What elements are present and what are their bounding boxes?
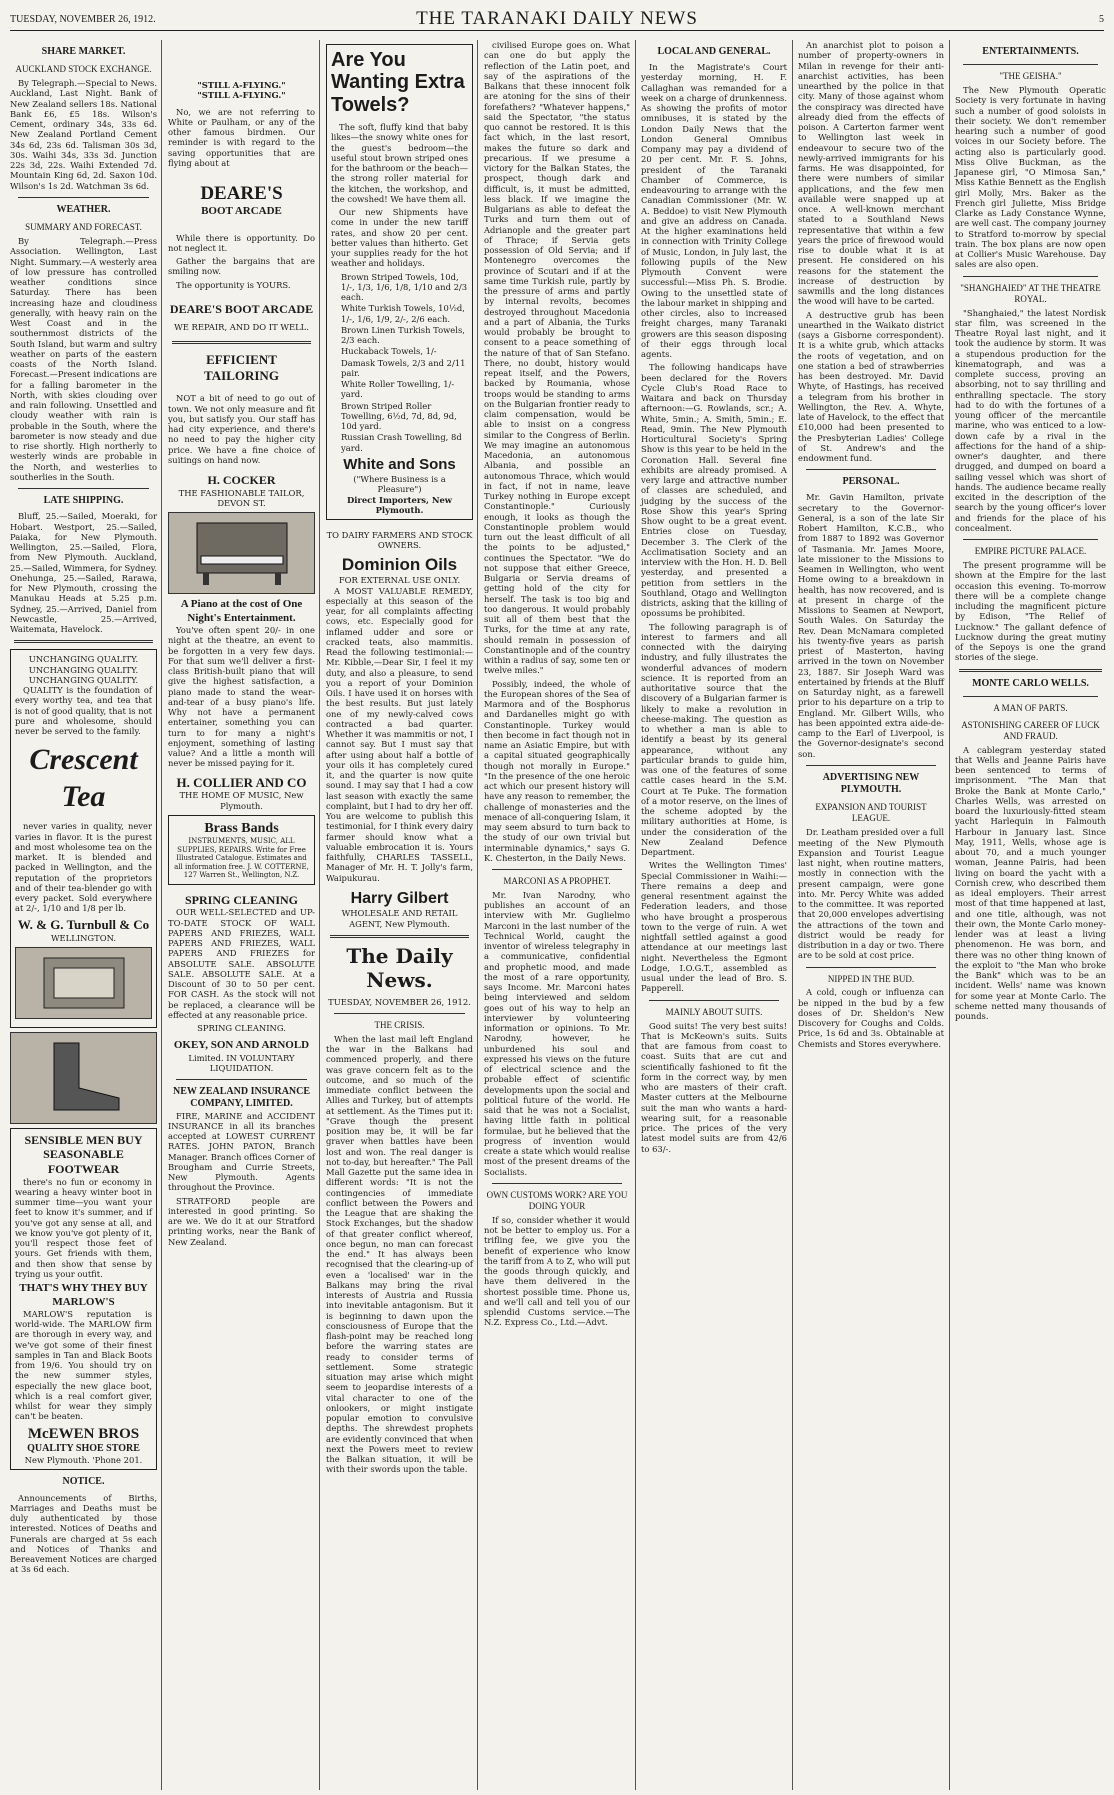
news-text-2: A destructive grub has been unearthed in the Waikato district (says a Gisborne correspondent). It is a white grub, which attacks the roots of vegetation, and on one station a bed of strawberries has been destroyed. Mr. David Whyte, of Hastings, has received a telegram from his brother in Wellington, the Rev. A. Whyte, late of Havelock, to the effect that £10,000 had been presented to the Presbyterian Ladies' College of St. Andrew's and the endowment fund. xyxy=(798,309,944,463)
tea-city: WELLINGTON. xyxy=(50,932,117,943)
unchanging-line: UNCHANGING QUALITY. xyxy=(28,654,139,665)
harry-gilbert-sub: WHOLESALE AND RETAIL AGENT, New Plymouth. xyxy=(341,908,458,929)
customs-text: If so, consider whether it would not be better to employ us. For a trifling fee, we give you the benefit of experience who know the tariff from A to Z, who will put the goods through quickly, and have them delivered in the shortest possible time. Phone us, and we'll call and tell you of our splendid Customs service.—The N.Z. Express Co., Ltd.—Advt. xyxy=(484,1214,630,1328)
divider xyxy=(806,469,936,470)
entertainments-heading: ENTERTAINMENTS. xyxy=(982,46,1079,57)
column-4 xyxy=(480,40,634,1790)
piano-text: You've often spent 20/- in one night at the theatre, an event to be forgotten in a very few days. For that sum we'll deliver a first-class British-built piano that will give the highest satisfaction, a piano made to stand the wear-and-tear of a busy piano's life. Why not have a permanent entertainer, something you can turn to for many a night's enjoyment, something of lasting value? And a little a month will never be missed paying for it. xyxy=(168,625,315,769)
price-item: Brown Linen Turkish Towels, 2/3 each. xyxy=(341,324,465,346)
divider xyxy=(806,765,936,766)
issue-date: TUESDAY, NOVEMBER 26, 1912. xyxy=(10,14,156,25)
price-item: Huckaback Towels, 1/- xyxy=(341,346,437,357)
dominion-sub: FOR EXTERNAL USE ONLY. xyxy=(338,575,461,586)
towels-text: The soft, fluffy kind that baby likes—the snowy white ones for the guest's bedroom—the useful stout brown striped ones for the bathroom or the beach—the strong roller material for the kitchen, the workshop, and the cowshed! We have them all. xyxy=(331,122,468,204)
dominion-oils-heading: Dominion Oils xyxy=(341,554,458,574)
empire-text: The present programme will be shown at the Empire for the last occasion this evening. To-morrow there will be a complete change including the magnificent picture by Edison, "The Relief of Lucknow." The gallant defence of Lucknow during the great mutiny of the Sepoys is one the grand stories of the siege. xyxy=(955,560,1106,663)
crisis-text: When the last mail left England the war in the Balkans had commenced properly, and there was grave concern felt as to the outcome, and so much of the immediate conflict between the Allies and Turkey, but of attempts at settlement. As the Times put it: "Grave though the present position may be, it will be far graver when battles have been lost and won. The real danger is not to-day, but hereafter." The Pall Mall Gazette put the same idea in different words: "It is not the contingencies of immediate conflict between the Powers and the League that are shaking the Stock Exchanges, but the shadow of that greater conflict whereof, once begun, no man can forecast the end." It has always been recognised that the clearing-up of even a 'localised' war in the Balkans may bring the rival interests of Austria and Russia into inevitable antagonism. But it is beginning to dawn upon the consciousness of Europe that the flash-point may be reached long before the warring states are ready to consider terms of settlement. Some strategic situation may arise which might seem to jeopardise interests of a vital character to one of the onlookers, or might instigate popular emotion to convulsive depths. The shrewdest prophets are evidently convinced that when next the Powers meet to review the Balkan situation, it will be with their swords upon the table. xyxy=(326,1033,473,1475)
price-item: White Turkish Towels, 10½d, 1/-, 1/6, 1/9, 2/-, 2/6 each. xyxy=(341,303,465,324)
towels-heading: Are You Wanting Extra Towels? xyxy=(331,49,465,116)
towels-ad xyxy=(326,44,473,520)
marconi-heading: MARCONI AS A PROPHET. xyxy=(503,876,611,886)
spring-heading: SPRING CLEANING xyxy=(184,892,298,907)
deares-title: DEARE'S xyxy=(200,183,283,204)
nz-insurance-text: FIRE, MARINE and ACCIDENT INSURANCE in all its branches accepted at LOWEST CURRENT RATES. JOHN PATON, Branch Manager. Branch offices Corner of Brougham and Currie Streets, New Plymouth. Agents throughout the Province. xyxy=(168,1110,315,1193)
marconi-text: Mr. Ivan Narodny, who publishes an account of an interview with Mr. Guglielmo Marconi in the last number of the Technical World, caught the inventor of wireless telegraphy in a communicative, confidential and prophetic mood, and made the most of a rare opportunity, says Income. Mr. Marconi hates being interviewed and seldom goes out of his way to help an interviewer by volunteering information or opinions. To Mr. Narodny, however, he unburdened his soul and expressed his views on the future of electrical science and the probable effect of scientific developments upon the social and political future of the world. He said that he was not a Socialist, having little faith in political formulae, but he believed that the progress of invention would create a state which would realise most of the present dreams of the Socialists. xyxy=(484,889,630,1177)
towels-price-list xyxy=(331,272,468,453)
editorial-text-1: civilised Europe goes on. What can one do but apply the reflection of the Latin poet, and say of the aspirations of the Balkans that these innocent folk are atoning for the sins of their forefathers? "Whatever happens," said the Spectator, "the status quo cannot be restored. It is this fact which, in the last resort, makes the future so dark and precarious. If we presume a victory for the Balkan States, the prospect, though dark and difficult, is, it must be admitted, less black. If we imagine the Bulgarians as able to defeat the Turks and turn them out of Adrianople and the greater part of Thrace; if Servia gets possession of Old Servia; and if Montenegro overcomes the province of Scutari and if at the same time Turkish rule, partly by the pressure of arms and partly by internal revolts, becomes destroyed throughout Macedonia and a part of Albania, the Turks would probably be brought to consent to a peace something of the nature of that of San Stefano. There, no doubt, history would repeat itself, and the Powers, backed by Roumania, whose troops would be standing to arms on the Bulgarian frontier ready to claim compensation, would be able to insist on a congress similar to the Congress of Berlin. We may imagine an autonomous Macedonia, an autonomous Albania, and possible an autonomous Thrace, which would in fact, if not in name, leave Turkey nothing in Europe except Constantinople." Curiously enough, it looks as though the Constantinople problem would turn out the least difficult of all the points to be adjusted," continues the Spectator. "We do not suppose that either Greece, Bulgaria or Servia dreams of getting hold of the city for herself. The task is too big and too dangerous. It would probably suit all of them best that the Turks, for the time at any rate, should remain in possession of Constantinople and of the country within a radius of say, some ten or twelve miles." xyxy=(484,40,630,676)
column-rule xyxy=(161,40,162,1790)
column-3 xyxy=(322,40,477,1790)
daily-news-date: TUESDAY, NOVEMBER 26, 1912. xyxy=(328,996,471,1007)
crescent-tea-logo: Crescent Tea xyxy=(29,743,138,813)
geisha-text: The New Plymouth Operatic Society is very fortunate in having such a number of good soloists in their society. We don't remember hearing such a number of good voices in our Society before. The acting also is particularly good. Miss Olive Buckman, as the Japanese girl, "O Mimosa San," Miss Kathie Bennett as the English girl Molly, Mrs. Baker as the French girl Juliette, Miss Bridge Clarke as Lady Constance Wynne, are well cast. The company journey to Stratford to-morrow by special train. The box plans are now open at Collier's Music Warehouse. Day sales are also open. xyxy=(955,85,1106,270)
column-7 xyxy=(951,40,1110,1790)
share-market-text: By Telegraph.—Special to News. Auckland, Last Night. Bank of New Zealand sellers 18s. National Bank £6, £5 18s. Wilson's Cement, ordinary 34s, 33s 6d. New Zealand Portland Cement 34s 6d, 23s 6d. Talisman 30s 3d, 30s. Waihi 34s, 33s 3d. Junction 22s 3d, 22s. Waihi Extended 7d. Mountain King 6d, 2d. Saxon 10d. Wilson's 1s 2d. Watchman 3s 6d. xyxy=(10,78,157,191)
footwear-heading: SENSIBLE MEN BUY SEASONABLE FOOTWEAR xyxy=(24,1132,143,1177)
still-flying-1: "STILL A-FLYING." xyxy=(197,80,286,90)
cocker-name: H. COCKER xyxy=(207,473,276,488)
divider xyxy=(334,1013,465,1014)
divider xyxy=(330,935,469,938)
masthead xyxy=(10,4,1104,31)
price-item: Russian Crash Towelling, 8d yard. xyxy=(341,432,462,453)
brass-bands-ad xyxy=(168,815,315,885)
column-5 xyxy=(637,40,791,1790)
crescent-tea-ad xyxy=(10,649,157,1028)
price-item: Brown Striped Roller Towelling, 6½d, 7d, 8d, 9d, 10d yard. xyxy=(341,400,457,432)
empire-heading: EMPIRE PICTURE PALACE. xyxy=(974,546,1087,557)
advertising-heading: ADVERTISING NEW PLYMOUTH. xyxy=(822,771,920,796)
advertising-text: Dr. Leatham presided over a full meeting of the New Plymouth Expansion and Tourist League last night, when routine matters, mostly in connection with the present campaign, were gone into. Mr. Percy White was added to the committee. It was reported that 20,000 envelopes advertising the attractions of the town and district would be ready for distribution in a day or two. There are to be sold at cost price. xyxy=(798,827,944,961)
local-text-3: The following paragraph is of interest to farmers and all connected with the dairying industry, and fully illustrates the wonderful advances of modern science. It is reported from an authoritative source that the discovery of a Bulgarian farmer is likely to make a revolution in cheese-making. The question as to whether a man is able to identify a beast by its general appearance, without any particular brands to guide him, was one of the features of some cattle cases heard in the S.M. Court at Te Puke. The formation of a motor reserve, on the lines of the scheme adopted by the military authorities at Home, is under the consideration of the New Zealand Defence Department. xyxy=(641,621,787,858)
tailoring-text: NOT a bit of need to go out of town. We not only measure and fit you, but satisfy you. Our staff has had city experience, and there's no need to pay the higher city price. We have a fine choice of suitings on hand now. xyxy=(168,393,315,465)
mcewen-name: McEWEN BROS xyxy=(27,1425,140,1442)
deares-text-3: The opportunity is YOURS. xyxy=(176,279,291,290)
marlow-heading: THAT'S WHY THEY BUY MARLOW'S xyxy=(19,1282,148,1308)
local-general-heading: LOCAL AND GENERAL. xyxy=(657,46,771,57)
local-text-2: The following handicaps have been declared for the Rovers Cycle Club's Road Race to Waitara and back on Thursday afternoon:—G. Rowlands, scr.; A. White, 5min.; A. Smith, 5min.; E. Read, 9min. The New Plymouth Horticultural Society's Spring Show is this year to be held in the Coronation Hall. Several fine exhibits are already promised. A very large and attractive number of classes are scheduled, and judging by the success of the Rose Show this year's Spring Show ought to be a great event. Entries close on Tuesday, December 3. The Clerk of the Acclimatisation Society and an interview with the Hon. H. D. Bell yesterday, and presented a petition from settlers in the Southland, Otago and Wellington districts, asking that the killing of opossums be prohibited. xyxy=(641,362,787,619)
customs-heading: OWN CUSTOMS WORK? ARE YOU DOING YOUR xyxy=(486,1189,628,1211)
divider xyxy=(14,640,153,643)
okey-sub: Limited. IN VOLUNTARY LIQUIDATION. xyxy=(188,1052,295,1073)
mcewen-address: New Plymouth. 'Phone 201. xyxy=(24,1455,143,1466)
advertising-subheading: EXPANSION AND TOURIST LEAGUE. xyxy=(815,802,927,824)
dominion-text: A MOST VALUABLE REMEDY, especially at this season of the year, for all complaints affecting cows, etc. Especially good for inflamed udder and sore or cracked teats, also mammitis. Read the following testimonial:—Mr. Kibble,—Dear Sir, I feel it my duty, and also a pleasure, to send you a report of your Dominion Oils. I have used it on horses with the best results. But just lately one of my newly-calved cows contracted a bad quarter. Whether it was mammitis or not, I cannot say. But I must say that after using about half a bottle of your oils it has completely cured it, and the quarter is now quite sound. I may say that I had a cow last season with exactly the same complaint, but I had to dry her off. You are welcome to publish this testimonial, for I think every dairy farmer should know what a valuable embrocation it is. Yours faithfully, CHARLES TASSELL, Manager of Mr. H. T. Jolly's farm, Waipukurau. xyxy=(326,585,473,883)
column-rule xyxy=(319,40,320,1790)
divider xyxy=(963,539,1098,540)
spring-text: OUR WELL-SELECTED and UP-TO-DATE STOCK OF WALL PAPERS AND FRIEZES, WALL PAPERS AND FRIEZES, WALL PAPERS AND FRIEZES for ABSOLUTE SALE. ABSOLUTE SALE. ABSOLUTE SALE. At a Discount of 30 to 50 per cent. FOR CASH. As the stock will not be replaced, a clearance will be effected at any reasonable price. xyxy=(168,907,315,1020)
tea-packet-illustration xyxy=(15,947,152,1019)
monte-carlo-text: A cablegram yesterday stated that Wells and Jeanne Pairis have been sentenced to terms of imprisonment. "The Man that Broke the Bank at Monte Carlo," Charles Wells, was arrested on board the luxuriously-fitted steam yacht Harlequin in Falmouth Harbour in January last. Since May, 1911, Wells, whose age is about 70, and a much younger woman, Jeanne Pairis, had been living on board the yacht with a Cornish crew, who described them as ideal employers. Their arrest most of that time happened at last, and one title, although, was not their own, the Monte Carlo money-lender was at least a living phenomenon. He was born, and there was no other thing known of the exploit to "the Man who broke the Bank" which was to be an incident. Wells' name was known for some year at Monte Carlo. The scheme netted many thousands of pounds. xyxy=(955,744,1106,1022)
weather-text: By Telegraph.—Press Association. Wellington, Last Night. Summary.—A westerly area of low pressure has controlled weather conditions since Saturday. There has been increasing haze and cloudiness generally, with heavy rain on the West Coast and in the southernmost districts of the South Island, but warm and sultry weather on parts of the eastern coasts of the North Island. Forecast.—Present indications are for a falling barometer in the North, with skies clouding over and rain following. Unsettled and cloudy weather with rain is probable in the South, where the barometer is now steady and due to rise shortly. High northerly to westerly winds are probable in the North, and westerlies to southerlies in the South. xyxy=(10,236,157,482)
divider xyxy=(18,197,149,198)
divider xyxy=(963,276,1098,277)
tea-company: W. & G. Turnbull & Co xyxy=(17,916,150,932)
shipping-heading: LATE SHIPPING. xyxy=(43,495,124,507)
divider xyxy=(806,967,936,968)
okey-name: OKEY, SON AND ARNOLD xyxy=(173,1039,310,1052)
footwear-ad xyxy=(10,1128,157,1471)
column-2 xyxy=(164,40,319,1790)
local-text-4: Writes the Wellington Times' Special Commissioner in Waihi:—There remains a deep and general resentment against the Federation leaders, and those who have brought a prosperous town to the verge of ruin. A wet nightfall settled against a good attendance at our meetings last night. Nevertheless the Egmont Lodge, I.O.G.T., assembled as usual under the lead of Bro. S. Papperell. xyxy=(641,860,787,994)
local-text-1: In the Magistrate's Court yesterday morning, H. F. Callaghan was remanded for a week on a charge of drunkenness. As showing the profits of motor omnibuses, it is stated by the London Daily News that the London General Omnibus Company may pay a dividend of 20 per cent. Mr. F. S. Johns, president of the Taranaki Chamber of Commerce, is endeavouring to arrange with the Canadian Commissioner (Mr. W. A. Beddoe) to visit New Plymouth and give an address on Canada. At the higher examinations held in connection with Trinity College of Music, London, in July last, the following pupils of the New Plymouth Convent were successful:—Miss Ph. S. Brodie. Owing to the unsettled state of the labour market in shipping and other circles, also to increased freight charges, many Taranaki growers are this season disposing of their eggs through local agents. xyxy=(641,62,787,360)
deares-text-1: While there is opportunity. Do not neglect it. xyxy=(168,232,315,253)
tea-body: never varies in quality, never varies in flavor. It is the purest and most wholesome tea on the market. It is blended and packed in Wellington, and the reputation of the proprietors and of their tea-blender go with every packet. Sold everywhere at 2/-, 1/10 and 1/8 per lb. xyxy=(15,821,152,914)
daily-news-banner: The Daily News. xyxy=(346,943,453,993)
deares-title-2: DEARE'S BOOT ARCADE xyxy=(169,301,314,316)
divider xyxy=(963,696,1098,697)
divider xyxy=(172,341,311,344)
harry-gilbert-name: Harry Gilbert xyxy=(350,889,449,907)
unchanging-line: UNCHANGING QUALITY. xyxy=(28,664,139,675)
editorial-text-2: Possibly, indeed, the whole of the European shores of the Sea of Marmora and of the Bosphorus and Dardanelles might go with Constantinople. Turkey would then become in fact though not in name an Asiatic Empire, but with a capital situated geographically though not morally in Europe." "In the presence of the one heroic act which our present history will have any reason to remember, the challenge of monasteries and the menace of all-conquering Islam, it may seem absurd to turn back to the study of our own trivial but interminable dynamics," says G. K. Chesterton, in the Daily News. xyxy=(484,678,630,863)
dominion-preheading: TO DAIRY FARMERS AND STOCK OWNERS. xyxy=(326,530,473,551)
personal-text: Mr. Gavin Hamilton, private secretary to the Governor-General, is a son of the late Sir Robert Hamilton, K.C.B., who from 1887 to 1892 was Governor of Tasmania. Mr. James Moore, late missioner to the Missions to Seamen in Wellington, who went Home owing to a breakdown in health, has now recovered, and is at present in charge of the Missions to Seamen at Newport, South Wales. On Saturday the Rev. Dean McNamara completed his twenty-five years as parish priest of Masterton, having arrived in the town on November 23, 1887. Sir Joseph Ward was entertained by friends at the Bluff on Saturday night, as a farewell prior to his departure on a trip to England. Mr. Gilbert Wills, who has been appointed extra aide-de-camp to the Earl of Liverpool, is the Governor-designate's second son. xyxy=(798,492,944,759)
collier-sub: THE HOME OF MUSIC, New Plymouth. xyxy=(179,790,304,811)
deares-text-2: Gather the bargains that are smiling now. xyxy=(168,256,315,277)
divider xyxy=(963,64,1098,65)
notice-heading: NOTICE. xyxy=(62,1476,105,1488)
footwear-text: there's no fun or economy in wearing a heavy winter boot in summer time—you want your feet to know it's summer, and if you've got any sense at all, and we know you've got plenty of it, you'll respect those feet of yours. Get friends with them, and then show that sense by trying us your outfit. xyxy=(15,1176,152,1279)
personal-heading: PERSONAL. xyxy=(842,476,900,488)
unchanging-line: UNCHANGING QUALITY. xyxy=(28,674,139,685)
shanghaied-heading: "SHANGHAIED" AT THE THEATRE ROYAL. xyxy=(960,282,1101,304)
stratford-text: STRATFORD people are interested in good printing. So are we. We do it at our Stratford printing works, near the Bank of New Zealand. xyxy=(168,1195,315,1247)
price-item: Brown Striped Towels, 10d, 1/-, 1/3, 1/6, 1/8, 1/10 and 2/3 each. xyxy=(341,271,468,303)
shanghaied-text: "Shanghaied," the latest Nordisk star film, was screened in the Theatre Royal last night, and it took the audience by storm. It was a stupendous production for the kinematograph, and was a complete success, proving an absorbing, not to say thrilling and enthralling spectacle. The story had to do with the fortunes of a young officer of the mercantile marine, who was enticed to a low-down cafe by a rival in the affections for the hand of a ship-owner's daughter, and there drugged, and dumped on board a sailing vessel which was short of hands. The audience became really excited in the description of the search by the young officer's lover and friends for the place of his concealment. xyxy=(955,307,1106,533)
price-item: White Roller Towelling, 1/- yard. xyxy=(341,379,455,400)
nipped-text: A cold, cough or influenza can be nipped in the bud by a few doses of Dr. Sheldon's New Discovery for Coughs and Colds. Price, 1s 6d and 3s. Obtainable at Chemists and Stores everywhere. xyxy=(798,987,944,1049)
divider xyxy=(176,1079,307,1080)
page-number: 5 xyxy=(1099,14,1104,25)
column-6 xyxy=(794,40,948,1790)
weather-heading: WEATHER. xyxy=(56,203,111,215)
spring-sub: SPRING CLEANING. xyxy=(197,1023,286,1034)
deares-subtitle: BOOT ARCADE xyxy=(201,205,282,218)
tailoring-heading: EFFICIENT TAILORING xyxy=(204,351,279,383)
nipped-heading: NIPPED IN THE BUD. xyxy=(827,973,915,984)
column-rule xyxy=(477,40,478,1790)
crisis-heading: THE CRISIS. xyxy=(374,1020,425,1030)
monte-carlo-subheading-2: ASTONISHING CAREER OF LUCK AND FRAUD. xyxy=(961,719,1100,741)
still-flying-text: No, we are not referring to White or Paulham, or any of the other famous birdmen. Our reminder is with regard to the saving opportunities that are flying about at xyxy=(168,106,315,168)
news-text-1: An anarchist plot to poison a number of property-owners in Milan in revenge for their anti-anarchist activities, has been unearthed by the police in that city. Many of those against whom the conspiracy was directed have already died from the effects of poison. A Carterton farmer went to Wellington last week in endeavour to secure two of the newly-arrived immigrants for his farms. He was disappointed, for there were numbers of similar applications, and the few men available were snapped up at once. A well-known merchant stated to a Southland News representative that within a few years the price of firewood would rise to double what it is at present. He considered on his reasons for the statement the increase of destruction by sawmills and the long distances the wood will have to be carted. xyxy=(798,40,944,307)
weather-subheading: SUMMARY AND FORECAST. xyxy=(25,222,142,233)
newspaper-title: THE TARANAKI DAILY NEWS xyxy=(416,8,698,29)
boot-illustration xyxy=(10,1032,157,1124)
divider xyxy=(959,669,1102,672)
still-flying-2: "STILL A-FLYING." xyxy=(197,90,286,101)
nz-insurance-heading: NEW ZEALAND INSURANCE COMPANY, LIMITED. xyxy=(172,1086,311,1110)
towels-text-2: Our new Shipments have come in under the new tariff rates, and show 20 per cent. better values than hitherto. Get your supplies ready for the hot weather and holidays. xyxy=(331,207,468,269)
divider xyxy=(649,1000,779,1001)
shipping-text: Bluff, 25.—Sailed, Moeraki, for Hobart. Westport, 25.—Sailed, Paiaka, for New Plymouth. Wellington, 25.—Sailed, Flora, from New Plymouth. Auckland, 25.—Sailed, Wimmera, for Sydney. Onehunga, 25.—Sailed, Rarawa, for New Plymouth, crossing the Manukau Heads at 5.25 p.m. Sydney, 25.—Arrived, Daniel from Newcastle, 25.—Arrived, Waitemata, Havelock. xyxy=(10,511,157,634)
column-rule xyxy=(635,40,636,1790)
divider xyxy=(18,488,149,489)
suits-heading: MAINLY ABOUT SUITS. xyxy=(665,1006,763,1017)
cocker-sub: THE FASHIONABLE TAILOR, DEVON ST. xyxy=(178,487,305,509)
column-rule xyxy=(792,40,793,1790)
suits-text: Good suits! The very best suits! That is McKeown's suits. Suits that are famous from coast to coast. Suits that are cut and scientifically fashioned to fit the form in the correct way, by men who are masters of their craft. Master cutters at the Melbourne suit the man who wants a hard-wearing suit, for a reasonable price. The prices of the very latest model suits are from 42/6 to 63/-. xyxy=(641,1020,787,1154)
share-market-heading: SHARE MARKET. xyxy=(41,46,126,57)
tea-intro: QUALITY is the foundation of every worthy tea, and tea that is not of good quality, that is not pure and wholesome, should never be served to the family. xyxy=(15,685,153,736)
collier-name: H. COLLIER AND CO xyxy=(176,774,307,790)
piano-illustration xyxy=(168,512,315,594)
price-item: Damask Towels, 2/3 and 2/11 pair. xyxy=(341,357,466,378)
geisha-heading: "THE GEISHA." xyxy=(999,71,1062,82)
marlow-text: MARLOW'S reputation is world-wide. The MARLOW firm are thorough in every way, and we've got some of their finest samples in Tan and Black Boots from 19/6. You should try on the new summer styles, especially the new glace boot, which is a real comfort giver, whilst for wear they simply can't be beaten. xyxy=(15,1308,152,1422)
white-sons-tagline: ("Where Business is a Pleasure") xyxy=(353,474,446,495)
white-sons-name: White and Sons xyxy=(343,455,456,473)
monte-carlo-heading: MONTE CARLO WELLS. xyxy=(972,677,1089,689)
notice-text: Announcements of Births, Marriages and Deaths must be duly authenticated by those interested. Notices of Deaths and Funerals are charged at 5s each and Notices of Thanks and Bereavement Notices are charged at 3s 6d each. xyxy=(10,1492,157,1575)
share-market-subheading: AUCKLAND STOCK EXCHANGE. xyxy=(15,64,152,75)
brass-text: INSTRUMENTS, MUSIC, ALL SUPPLIES, REPAIRS. Write for Free Illustrated Catalogue. Estimates and all information free. J. W. COTTERNE, 127 Warren St., Wellington, N.Z. xyxy=(174,837,309,880)
white-sons-address: Direct Importers, New Plymouth. xyxy=(346,494,453,515)
divider xyxy=(492,1183,622,1184)
monte-carlo-subheading: A MAN OF PARTS. xyxy=(993,702,1068,713)
brass-heading: Brass Bands xyxy=(204,820,279,836)
mcewen-sub: QUALITY SHOE STORE xyxy=(27,1443,140,1455)
divider xyxy=(492,869,622,870)
deares-repair: WE REPAIR, AND DO IT WELL. xyxy=(174,322,309,333)
column-1 xyxy=(6,40,161,1790)
piano-heading: A Piano at the cost of One Night's Entertainment. xyxy=(180,598,303,624)
column-rule xyxy=(949,40,950,1790)
